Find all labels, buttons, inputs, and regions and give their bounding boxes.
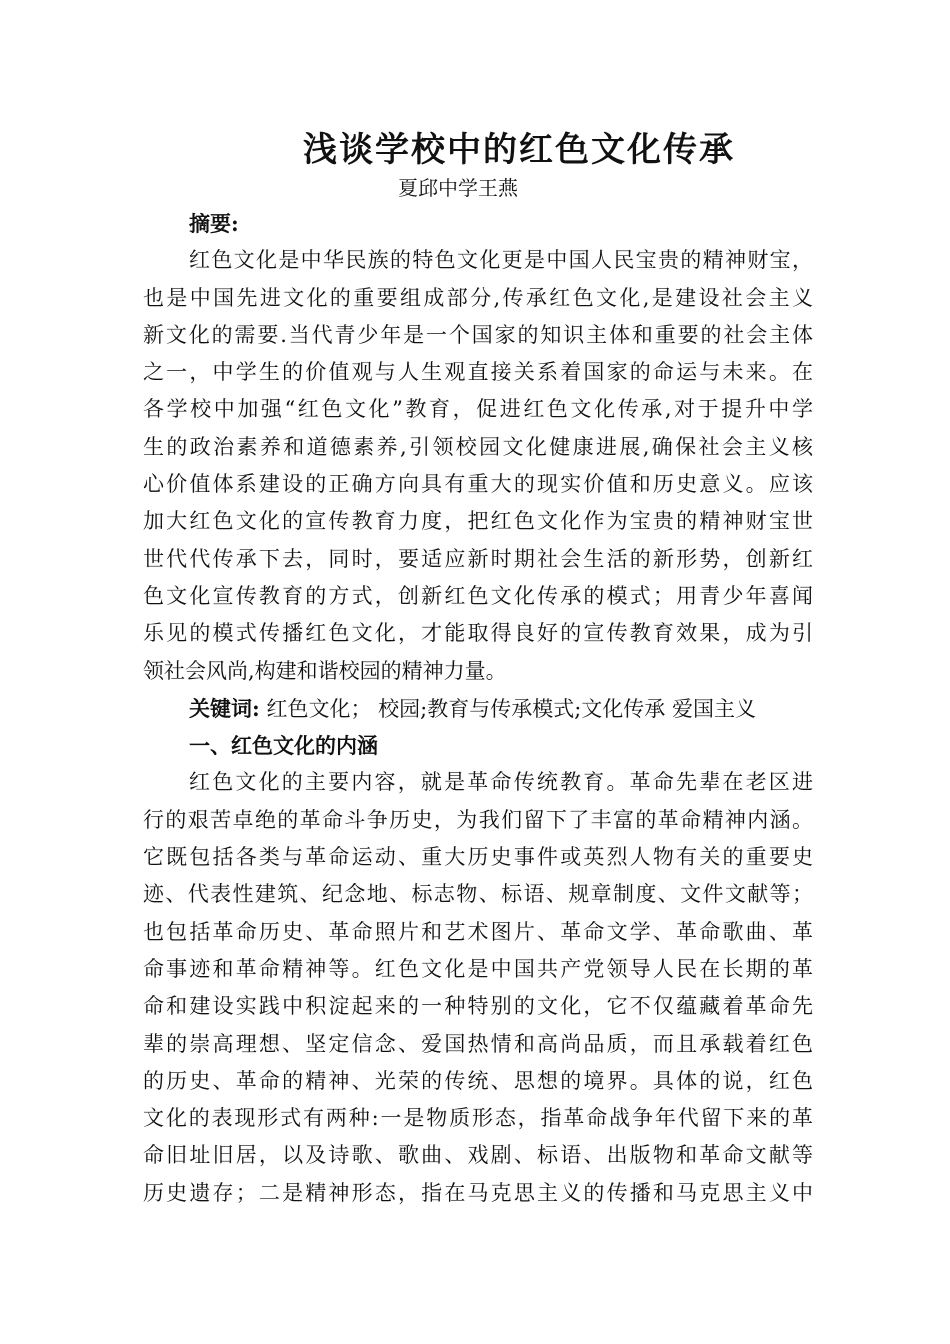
section-line: 文化的表现形式有两种:一是物质形态，指革命战争年代留下来的革 [143,1106,813,1131]
document-title: 浅谈学校中的红色文化传承 [303,130,735,170]
section-line: 红色文化的主要内容，就是革命传统教育。革命先辈在老区进 [189,770,813,795]
section-line: 命事迹和革命精神等。红色文化是中国共产党领导人民在长期的革 [143,956,813,981]
section-line: 命和建设实践中积淀起来的一种特别的文化，它不仅蕴藏着革命先 [143,994,813,1019]
abstract-line: 之一，中学生的价值观与人生观直接关系着国家的命运与未来。在 [143,360,813,385]
section-line: 命旧址旧居，以及诗歌、歌曲、戏剧、标语、出版物和革命文献等 [143,1143,813,1168]
section-line: 历史遗存；二是精神形态，指在马克思主义的传播和马克思主义中 [143,1180,813,1205]
abstract-line: 色文化宣传教育的方式，创新红色文化传承的模式；用青少年喜闻 [143,583,813,608]
section-line: 行的艰苦卓绝的革命斗争历史，为我们留下了丰富的革命精神内涵。 [143,807,813,832]
abstract-line: 各学校中加强“红色文化”教育，促进红色文化传承,对于提升中学 [143,397,813,422]
section-heading: 一、红色文化的内涵 [189,733,378,759]
document-body [143,205,813,1212]
abstract-line: 生的政治素养和道德素养,引领校园文化健康进展,确保社会主义核 [143,434,813,459]
section-line: 它既包括各类与革命运动、重大历史事件或英烈人物有关的重要史 [143,845,813,870]
section-line: 辈的崇高理想、坚定信念、爱国热情和高尚品质，而且承载着红色 [143,1031,813,1056]
abstract-line: 心价值体系建设的正确方向具有重大的现实价值和历史意义。应该 [143,472,813,497]
keywords-line [143,690,813,727]
abstract-line: 也是中国先进文化的重要组成部分,传承红色文化,是建设社会主义 [143,285,813,310]
abstract-line: 新文化的需要.当代青少年是一个国家的知识主体和重要的社会主体 [143,322,813,347]
document-author: 夏邱中学王燕 [398,176,518,200]
abstract-line: 领社会风尚,构建和谐校园的精神力量。 [143,658,507,683]
abstract-line: 乐见的模式传播红色文化，才能取得良好的宣传教育效果，成为引 [143,621,813,646]
section-line: 也包括革命历史、革命照片和艺术图片、革命文学、革命歌曲、革 [143,919,813,944]
keywords-text: 红色文化； 校园;教育与传承模式;文化传承 爱国主义 [266,696,756,721]
abstract-heading: 摘要: [189,211,239,236]
section-line: 的历史、革命的精神、光荣的传统、思想的境界。具体的说，红色 [143,1068,813,1093]
abstract-line: 世代代传承下去，同时，要适应新时期社会生活的新形势，创新红 [143,546,813,571]
abstract-line: 加大红色文化的宣传教育力度，把红色文化作为宝贵的精神财宝世 [143,509,813,534]
keywords-label: 关键词: [189,695,260,721]
abstract-line: 红色文化是中华民族的特色文化更是中国人民宝贵的精神财宝， [189,248,813,273]
section-line: 迹、代表性建筑、纪念地、标志物、标语、规章制度、文件文献等； [143,882,813,907]
